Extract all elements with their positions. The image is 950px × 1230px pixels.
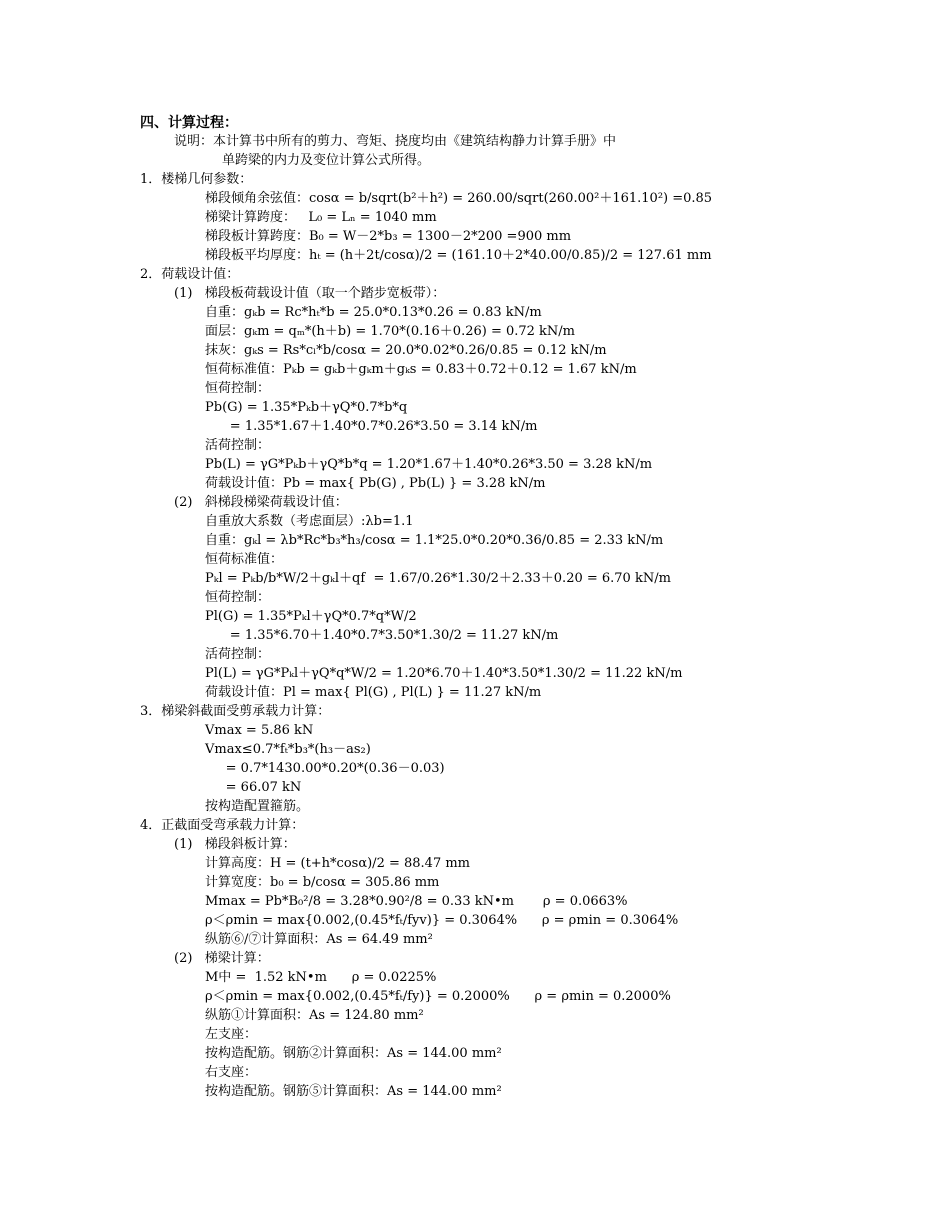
part2-sub1-title: (1) 梯段板荷载设计值（取一个踏步宽板带）： <box>174 286 446 301</box>
part2-sub2-line: = 1.35*6.70＋1.40*0.7*3.50*1.30/2 = 11.27 kN/m <box>205 628 559 643</box>
part4-sub2-line: 按构造配筋。钢筋②计算面积：As = 144.00 mm² <box>205 1046 502 1061</box>
part4-sub2-line: ρ＜ρmin = max{0.002,(0.45*fₜ/fy)} = 0.2000% ρ = ρmin = 0.2000% <box>205 989 671 1004</box>
part2-sub2-line: Pl(L) = γG*Pₖl＋γQ*q*W/2 = 1.20*6.70＋1.40*3.50*1.30/2 = 11.22 kN/m <box>205 666 683 681</box>
part4-sub1-line: ρ＜ρmin = max{0.002,(0.45*fₜ/fyv)} = 0.3064% ρ = ρmin = 0.3064% <box>205 913 679 928</box>
part2-sub1-line: 恒荷标准值：Pₖb = gₖb＋gₖm＋gₖs = 0.83＋0.72＋0.12 = 1.67 kN/m <box>205 362 637 377</box>
part4-sub2-line: 按构造配筋。钢筋⑤计算面积：As = 144.00 mm² <box>205 1084 502 1099</box>
part2-sub2-line: 荷载设计值：Pl = max{ Pl(G) , Pl(L) } = 11.27 kN/m <box>205 685 542 700</box>
part4-sub2-line: M中 = 1.52 kN•m ρ = 0.0225% <box>205 970 437 985</box>
part2-sub2-line: 自重放大系数（考虑面层）:λb=1.1 <box>205 514 414 529</box>
part4-sub1-line: 计算高度：H = (t+h*cosα)/2 = 88.47 mm <box>205 856 470 871</box>
part2-sub2-line: 恒荷控制： <box>205 590 271 605</box>
part3-line: = 0.7*1430.00*0.20*(0.36－0.03) <box>205 761 445 776</box>
part4-sub1-line: 纵筋⑥/⑦计算面积：As = 64.49 mm² <box>205 932 433 947</box>
part2-sub2-line: Pₖl = Pₖb/b*W/2＋gₖl＋qf = 1.67/0.26*1.30/2＋2.33＋0.20 = 6.70 kN/m <box>205 571 671 586</box>
part2-sub2-title: (2) 斜梯段梯梁荷载设计值： <box>174 495 348 510</box>
part2-sub1-line: 活荷控制： <box>205 438 271 453</box>
part1-line: 梯段板计算跨度：B₀ = W－2*b₃ = 1300－2*200 =900 mm <box>205 229 572 244</box>
part4-sub1-line: Mmax = Pb*B₀²/8 = 3.28*0.90²/8 = 0.33 kN•m ρ = 0.0663% <box>205 894 628 909</box>
part3-line: = 66.07 kN <box>205 780 302 795</box>
part4-sub2-line: 纵筋①计算面积：As = 124.80 mm² <box>205 1008 424 1023</box>
note-line-1: 说明：本计算书中所有的剪力、弯矩、挠度均由《建筑结构静力计算手册》中 <box>174 134 617 149</box>
part3-line: Vmax = 5.86 kN <box>205 723 314 738</box>
part3-title: 3．梯梁斜截面受剪承载力计算： <box>140 704 331 719</box>
part2-sub1-line: 恒荷控制： <box>205 381 271 396</box>
section-heading: 四、计算过程： <box>140 115 238 131</box>
part1-line: 梯段倾角余弦值：cosα = b/sqrt(b²＋h²) = 260.00/sqrt(260.00²＋161.10²) =0.85 <box>205 191 713 206</box>
part2-sub1-line: = 1.35*1.67＋1.40*0.7*0.26*3.50 = 3.14 kN/m <box>205 419 538 434</box>
part4-sub2-line: 右支座： <box>205 1065 258 1080</box>
part2-sub2-line: Pl(G) = 1.35*Pₖl＋γQ*0.7*q*W/2 <box>205 609 417 624</box>
part4-title: 4．正截面受弯承载力计算： <box>140 818 305 833</box>
part3-line: 按构造配置箍筋。 <box>205 799 310 814</box>
part3-line: Vmax≤0.7*fₜ*b₃*(h₃－as₂) <box>205 742 371 757</box>
part2-sub1-line: 荷载设计值：Pb = max{ Pb(G) , Pb(L) } = 3.28 kN/m <box>205 476 546 491</box>
part4-sub1-line: 计算宽度：b₀ = b/cosα = 305.86 mm <box>205 875 440 890</box>
part2-sub1-line: Pb(L) = γG*Pₖb＋γQ*b*q = 1.20*1.67＋1.40*0.26*3.50 = 3.28 kN/m <box>205 457 653 472</box>
part1-title: 1．楼梯几何参数： <box>140 172 253 187</box>
part2-title: 2．荷载设计值： <box>140 267 240 282</box>
note-line-2: 单跨梁的内力及变位计算公式所得。 <box>222 153 431 168</box>
part1-line: 梯段板平均厚度：hₜ = (h＋2t/cosα)/2 = (161.10＋2*40.00/0.85)/2 = 127.61 mm <box>205 248 712 263</box>
part2-sub1-line: 抹灰：gₖs = Rs*cₗ*b/cosα = 20.0*0.02*0.26/0.85 = 0.12 kN/m <box>205 343 607 358</box>
part4-sub1-title: (1) 梯段斜板计算： <box>174 837 296 852</box>
part2-sub2-line: 活荷控制： <box>205 647 271 662</box>
part4-sub2-line: 左支座： <box>205 1027 258 1042</box>
part2-sub1-line: Pb(G) = 1.35*Pₖb＋γQ*0.7*b*q <box>205 400 408 415</box>
part4-sub2-title: (2) 梯梁计算： <box>174 951 270 966</box>
part2-sub1-line: 面层：gₖm = qₘ*(h＋b) = 1.70*(0.16＋0.26) = 0.72 kN/m <box>205 324 576 339</box>
part2-sub2-line: 恒荷标准值： <box>205 552 284 567</box>
part2-sub2-line: 自重：gₖl = λb*Rc*b₃*h₃/cosα = 1.1*25.0*0.20*0.36/0.85 = 2.33 kN/m <box>205 533 664 548</box>
part2-sub1-line: 自重：gₖb = Rc*hₜ*b = 25.0*0.13*0.26 = 0.83 kN/m <box>205 305 542 320</box>
part1-line: 梯梁计算跨度： L₀ = Lₙ = 1040 mm <box>205 210 437 225</box>
